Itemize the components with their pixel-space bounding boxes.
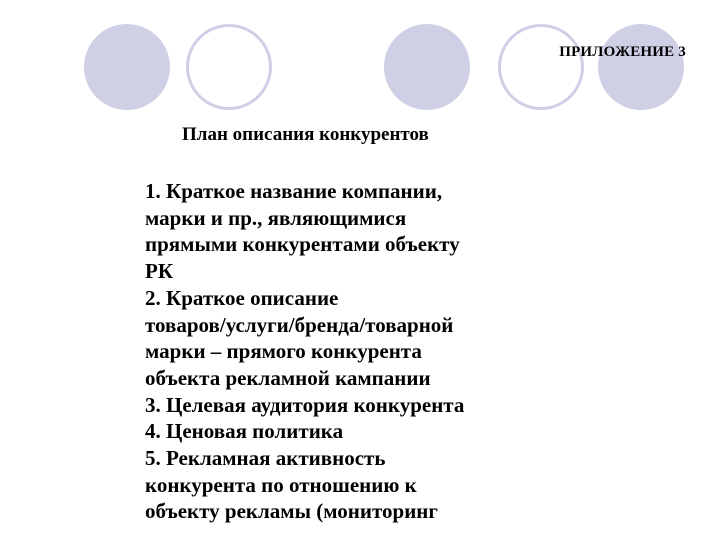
decorative-circle-outline (498, 24, 584, 110)
page-title: План описания конкурентов (182, 124, 429, 145)
decorative-circle-outline (186, 24, 272, 110)
text-line: конкурента по отношению к (145, 472, 417, 497)
text-line: 5. Рекламная активность (145, 446, 386, 471)
text-line: 4. Ценовая политика (145, 419, 344, 444)
text-line: объекта рекламной кампании (145, 365, 431, 390)
text-line: РК (145, 259, 174, 284)
text-line: товаров/услуги/бренда/товарной (145, 312, 454, 337)
text-line: марки – прямого конкурента (145, 339, 422, 364)
competitor-plan-list (145, 178, 535, 525)
text-line: 2. Краткое описание (145, 285, 339, 310)
appendix-label: ПРИЛОЖЕНИЕ 3 (559, 44, 686, 60)
decorative-circle-filled (84, 24, 170, 110)
text-line: марки и пр., являющимися (145, 205, 407, 230)
text-line: 3. Целевая аудитория конкурента (145, 392, 465, 417)
decorative-circle-filled (598, 24, 684, 110)
decorative-circle-filled (384, 24, 470, 110)
text-line: объекту рекламы (мониторинг (145, 499, 438, 524)
text-line: 1. Краткое название компании, (145, 179, 443, 203)
text-line: прямыми конкурентами объекту (145, 232, 460, 257)
